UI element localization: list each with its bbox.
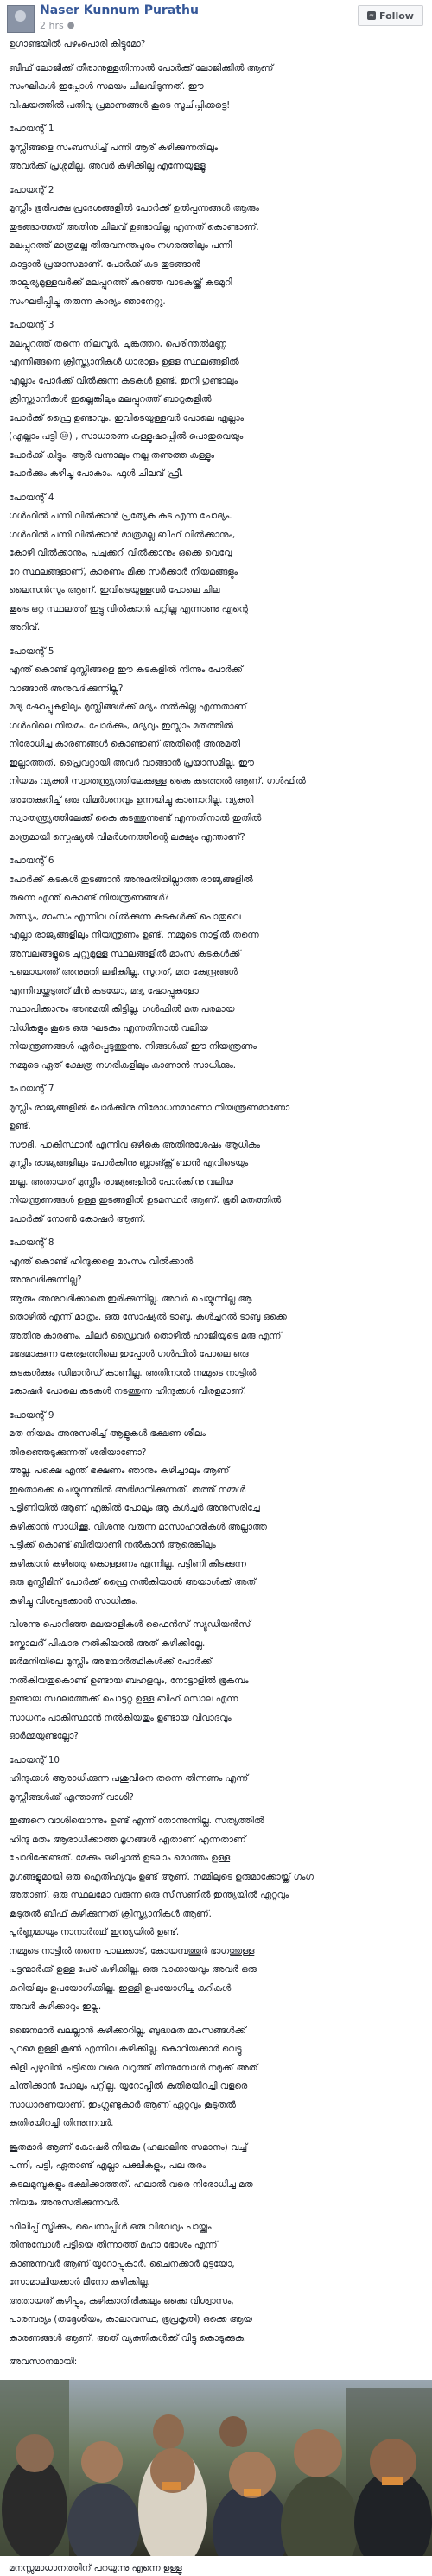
post-text-line: മദ്യ ഷോപ്പുകളിലും മുസ്ലീങ്ങള്‍ക്ക് മദ്യം നല്‍കില്ല എന്നതാണ് <box>9 702 247 712</box>
post-time[interactable]: 2 hrs <box>40 20 64 31</box>
post-text-line: വാങ്ങാന്‍ അനുവദിക്കുന്നില്ല? <box>9 683 124 694</box>
post-body <box>0 38 432 2576</box>
post-text-line: മലപ്പുറത്ത് മാത്രമല്ല തിരുവനന്തപുരം നഗരത്തിലും പന്നി <box>9 240 232 251</box>
post-text-line: മാത്രമായി സ്പെഷ്യല്‍ വിമര്‍ശനത്തിന്റെ ലക്ഷ്യം എന്താണ്? <box>9 831 245 843</box>
post-text-line: അല്ല. പക്ഷെ എന്ത് ഭക്ഷണം ഞാനും കഴിച്ചാലും ആണ് <box>9 1466 230 1476</box>
post-text-line: പൂര്‍ണ്ണമായും നാനാർത്ഥ് ഇന്ത്യയില്‍ ഉണ്ട്. <box>9 1927 180 1937</box>
post-text-line: മുസ്ലീം രാജ്യങ്ങളില്‍ പോര്‍ക്കിനു നിരോധനമാണോ നിയന്ത്രണമാണോ <box>9 1102 290 1113</box>
post-text-line: ഇതൊക്കെ ചെയ്യുന്നതില്‍ അഭിമാനിക്കുന്നത്. തത്ത് നമ്മള്‍ <box>9 1484 246 1495</box>
post-text-line: എന്ത് കൊണ്ട് ഹിന്ദുക്കളെ മാംസം വില്‍ക്കാന്‍ <box>9 1256 194 1267</box>
post-text-line: മുസ്ലീങ്ങള്‍ക്ക് എന്താണ് വാശി? <box>9 1791 134 1803</box>
post-text-line: പോയന്റ് 10 <box>9 1754 60 1765</box>
post-text-line: ചോദിക്കേണ്ടത്. മേക്കും ഒഴിച്ചാല്‍ ഉടലാം മൊത്തം ഉള്ള <box>9 1853 231 1863</box>
post-text-line: ഹിന്ദു മതം ആരാധിക്കാത്ത മൃഗങ്ങള്‍ ഏതാണ് എന്നതാണ് <box>9 1834 246 1845</box>
post-text-line: ക്രിസ്ത്യാനികള്‍ ഇല്ലെങ്കിലും മലപ്പുറത്ത് ബാറുകളില്‍ <box>9 394 212 404</box>
post-text-line: ഉണ്ടായ സ്ഥലത്തേക്ക് പൊട്ടറ്റ ഉള്ള ബീഫ് മസാല എന്ന <box>9 1694 238 1704</box>
post-text-line: തന്നെ എന്ത് കൊണ്ട് നിയന്ത്രണങ്ങള്‍? <box>9 893 169 903</box>
post-text-line: കറിയിലും ഉപയോഗിക്കില്ല. ഇള്ളി ഉപയോഗിച്ച കറികള്‍ <box>9 1982 232 1994</box>
post-text-line: ഫിലിപ്പ് സ്ട്രിക്കും, പൈനാപ്പിള്‍ ഒരു വിഭവവും പായ്ക്കും <box>9 2221 212 2232</box>
post-text-line: പോയന്റ് 6 <box>9 855 54 866</box>
post-text-line: മനസ്സമാധാനത്തിന് പറയുന്നു എന്നെ ഉള്ളൂ <box>9 2563 182 2573</box>
post-text-line: പോയന്റ് 2 <box>9 184 54 195</box>
post-text-line: ഉണ്ട്. <box>9 1121 31 1131</box>
post-text-line: ചിന്തിക്കാന്‍ പോലും പറ്റില്ല. യൂറോപ്പില്‍ കുതിരയിറച്ചി വളരെ <box>9 2081 248 2091</box>
post-text-line: അവര്‍ക്ക് പ്രശ്നമില്ല. അവര്‍ കഴിക്കില്ല എന്നേയുള്ളൂ <box>9 161 206 171</box>
post-text-line: തൊഴില്‍ എന്ന് മാത്രം. ഒരു സോഷ്യല്‍ ടാബൂ, കള്‍ച്ചറല്‍ ടാബൂ ഒക്കെ <box>9 1312 287 1322</box>
post-text-line: വിധികളും കൂടെ ഒരു ഘടകം എന്നതിനാല്‍ വലിയ <box>9 1022 208 1034</box>
post-header <box>0 0 432 38</box>
post-text-line: പുറമെ ഉള്ളി കൂണ്‍ എന്നിവ കഴിക്കില്ല. കൊറിയക്കാര്‍ വെട്ടു <box>9 2044 242 2054</box>
author-name[interactable]: Naser Kunnum Purathu <box>40 3 199 17</box>
post-text-line: നിയമം അനുസരിക്കുന്നവര്‍. <box>9 2198 121 2208</box>
post-text-line: പോര്‍ക്ക് കിട്ടും. ആര്‍ വന്നാലും നല്ല തണുത്ത കള്ളും <box>9 449 214 461</box>
post-text-line: ഉഗാണ്ടയില്‍ പഴംപൊരി കിട്ടുമോ? <box>9 39 146 49</box>
post-text-line: ജൈനമാര്‍ ഖലല്ലാന്‍ കഴിക്കാറില്ല, ബുദ്ധമത മാംസങ്ങള്‍ക്ക് <box>9 2025 246 2036</box>
post-text-line: പോര്‍ക്ക് കടകള്‍ തുടങ്ങാന്‍ അനുമതിയില്ലാത്ത രാജ്യങ്ങളില്‍ <box>9 874 253 885</box>
post-text-line: കഴിച്ചു വിശപ്പടക്കാന്‍ സാധിക്കും. <box>9 1595 138 1606</box>
post-text-line: സോമാലിയക്കാര്‍ മീനോ കഴിക്കില്ല. <box>9 2277 150 2287</box>
post-text-line: ജർമനിയിലെ മുസ്ലീം അഭയാര്‍ത്ഥികള്‍ക്ക് പോര്‍ക്ക് <box>9 1657 213 1667</box>
post-text-line: പോയന്റ് 3 <box>9 320 54 330</box>
post-text-line: പോയന്റ് 1 <box>9 124 54 134</box>
post-text-line: പന്നി, പട്ടി, ഏതാണ്ട് എല്ലാ പക്ഷികളും, പല തരം <box>9 2160 206 2171</box>
post-text-line: ജൂതമാര്‍ ആണ് കോഷര്‍ നിയമം (ഹലാലിനു സമാനം) വച്ച് <box>9 2141 248 2153</box>
post-text-line: ഒരു മുസ്ലീമിന് പോര്‍ക്ക് ഫ്രൈ നല്‍കിയാല്‍ അയാള്‍ക്ക് അത് <box>9 1577 257 1587</box>
post-text-line: മത നിയമം അനുസരിച്ച് ആളുകള്‍ ഭക്ഷണ ശീലം <box>9 1428 206 1439</box>
post-meta <box>40 20 74 31</box>
post-text-line: കാട്ടാന്‍ പ്രയാസമാണ്. പോര്‍ക്ക് കട തുടങ്ങാന്‍ <box>9 258 200 270</box>
post-text-line: പോയന്റ് 7 <box>9 1084 54 1094</box>
post-text-line: പോയന്റ് 8 <box>9 1237 54 1248</box>
post-text-line: എല്ലാ രാജ്യങ്ങളിലും നിയന്ത്രണം ഉണ്ട്. നമ്മുടെ നാട്ടില്‍ തന്നെ <box>9 930 259 940</box>
post-text-line: അമ്പലങ്ങളുടെ ചുറ്റുമുള്ള സ്ഥലങ്ങളില്‍ മാംസ കടകള്‍ക്ക് <box>9 948 241 959</box>
post-text-line: പാരമ്പര്യം (തദ്ദേശീയം, കാലാവസ്ഥ, ഭൂപ്രകൃതി) ഒക്കെ ആയ <box>9 2314 252 2325</box>
post-text-line: ഹിന്ദുക്കള്‍ ആരാധിക്കുന്ന പശുവിനെ തന്നെ തിന്നണം എന്ന് <box>9 1773 249 1784</box>
post-text-line: പട്ടന്മാര്‍ക്ക് ഉള്ള പേര് കഴിക്കില്ല. ഒരു വാക്കായവും അവര്‍ ഒരു <box>9 1964 257 1975</box>
post-text-line: എന്ത് കൊണ്ട് മുസ്ലീങ്ങളെ ഈ കടകളില്‍ നിന്നും പോര്‍ക്ക് <box>9 665 243 675</box>
post-text-line: സംഘികള്‍ ഇപ്പോള്‍ സമയം ചിലവിടുന്നത്. ഈ <box>9 81 204 92</box>
post-text-line: എല്ലാം പോര്‍ക്ക് വില്‍ക്കുന്ന കടകള്‍ ഉണ്ട്. ഇനി ഗുണ്ടാലും <box>9 375 238 386</box>
post-text-line: തിരഞ്ഞെടുക്കുന്നത് ശരിയാണോ? <box>9 1447 147 1458</box>
rss-icon: ≈ <box>367 11 376 20</box>
post-text-line: (എല്ലാം പട്ടി 😐) , സാധാരണ കള്ളുഷാപ്പില്‍ പൊതുവെയും <box>9 431 244 442</box>
post-text-line: മത്സ്യം, മാംസം എന്നിവ വില്‍ക്കുന്ന കടകള്‍ക്ക് പൊതുവെ <box>9 911 241 922</box>
post-text-line: മുസ്ലീം രാജ്യങ്ങളിലും പോര്‍ക്കിനു ബ്ലാങ്ക്റ്റ് ബാന്‍ എവിടെയും <box>9 1158 249 1168</box>
post-photo[interactable] <box>0 2380 432 2556</box>
post-text-line: അതിനു കാരണം. ചിലര്‍ ഡ്രൈവര്‍ തൊഴില്‍ ഹാജിയുടെ മരു എന്ന് <box>9 1330 282 1341</box>
post-text-line: പട്ടിക്ക് കൊണ്ട് ബിരിയാണി നല്‍കാന്‍ ആരെങ്കിലും <box>9 1540 216 1550</box>
post-text-line: സൗദി, പാകിസ്ഥാന്‍ എന്നിവ ഒഴികെ അതിനുശേഷം ആധികം <box>9 1139 261 1150</box>
post-text-line: അതാണ്. ഒരു സ്ഥലമോ വരുന്ന ഒരു സീസണില്‍ ഇന്ത്യയില്‍ ഏറ്റവും <box>9 1890 289 1900</box>
post-text-line: കടലമുമ്പൂകളും ഭക്ഷിക്കാത്തത്. ഹലാല്‍ വരെ നിരോധിച്ച മത <box>9 2178 253 2190</box>
post-text-line: ഇങ്ങനെ വാശിയൊന്നും ഉണ്ട് എന്ന് തോന്നുന്നില്ല. സത്യത്തില്‍ <box>9 1816 264 1826</box>
post-text-line: തുടങ്ങാത്തത് അതിനു ചിലവ് ഉണ്ടാവില്ല എന്നത് കൊണ്ടാണ്. <box>9 221 259 232</box>
post-text-line: കിളി പുഴുവിന്‍ ചട്ടിയെ വരെ വറുത്ത് തിന്നുമ്പോള്‍ നമുക്ക് അത് <box>9 2062 258 2073</box>
post-text-line: എന്നിങ്ങനെ ക്രിസ്ത്യാനികള്‍ ധാരാളം ഉള്ള സ്ഥലങ്ങളില്‍ <box>9 357 239 367</box>
post-text-line: നല്‍കിയതുകൊണ്ട് ഉണ്ടായ ബഹളവും, നോട്ടാളില്‍ ഭൂകമ്പം <box>9 1675 249 1686</box>
follow-button[interactable] <box>358 5 423 26</box>
post-text-line: തിന്നുമ്പോള്‍ പട്ടിയെ തിന്നാത്ത് മഹാ ഭോശം എന്ന് <box>9 2240 218 2250</box>
post-text-line: എന്നിവയ്ക്കടുത്ത് മീന്‍ കടയോ, മദ്യ ഷോപ്പുകളോ <box>9 985 199 996</box>
post-text-line: പോര്‍ക്കും കഴിച്ചു പോകാം. ഫുള്‍ ചിലവ് ഫ്രീ. <box>9 468 184 479</box>
post-text-line: നിയന്ത്രണങ്ങള്‍ ഏര്‍പ്പെടുത്തുന്നു. നിങ്ങള്‍ക്ക് ഈ നിയന്ത്രണം <box>9 1041 257 1052</box>
post-text-line: സ്ഥാപിക്കാനും അനുമതി കിട്ടില്ല. ഗള്‍ഫില്‍ മത പരമായ <box>9 1004 235 1014</box>
post-text-line: പോര്‍ക്ക് നോണ്‍ കോഷര്‍ ആണ്. <box>9 1213 146 1224</box>
post-text-line: അവസാനമായി: <box>9 2357 78 2367</box>
post-text-line: സ്കോലർ്‍ പിഷാര നല്‍കിയാല്‍ അത് കഴിക്കില്ലേ. <box>9 1638 206 1649</box>
post-text-line: ഗള്‍ഫിലെ നിയമം. പോര്‍ക്കും, മദ്യവും ഇസ്ലാം മതത്തില്‍ <box>9 720 233 731</box>
post-text-line: ബീഫ് ലോജിക്ക് തീരാനുള്ളതിന്നാല്‍ പോര്‍ക്ക് ലോജിക്കില്‍ ആണ് <box>9 62 274 73</box>
post-text-line: പട്ടിണിയില്‍ ആണ് എങ്കില്‍ പോലും ആ കൾച്ചർ അനുസരിച്ചേ <box>9 1503 260 1513</box>
post-text-line: കടകള്‍ക്കും ഡിമാന്‍ഡ് കാണില്ല. അതിനാല്‍ നമ്മുടെ നാട്ടില്‍ <box>9 1367 257 1378</box>
post-text-line: നിയമം വ്യക്തി സ്വാതന്ത്ര്യത്തിലേക്കുള്ള കൈ കടത്തല്‍ ആണ്. ഗള്‍ഫില്‍ <box>9 776 306 786</box>
post-text-line: ഇല്ലാത്തത്. പ്രൈവറ്റായി അവര്‍ വാങ്ങാന്‍ പ്രയാസമില്ല. ഈ <box>9 757 254 768</box>
post-text-line: കഴിക്കാന്‍ കഴിഞ്ഞു കൊള്ളണം എന്നില്ല. പട്ടിണി കിടക്കുന്ന <box>9 1558 246 1569</box>
post-text-line: കൂടുതല്‍ ബീഫ് കഴിക്കുന്നത് ക്രിസ്ത്യാനികള്‍ ആണ്. <box>9 1908 212 1919</box>
post-text-line: അനുവദിക്കുന്നില്ല? <box>9 1275 82 1285</box>
follow-label: Follow <box>379 10 414 22</box>
post-text-line: നമ്മുടെ നാട്ടില്‍ തന്നെ പാലക്കാട്, കോയമ്പത്തൂര്‍ ഭാഗത്തുള്ള <box>9 1945 255 1956</box>
post-text-line: വിഷയത്തില്‍ പതിവു പ്രമാണങ്ങള്‍ കൂടെ സൂചിപ്പിക്കട്ടെ! <box>9 99 231 111</box>
avatar[interactable] <box>7 5 35 33</box>
post-text-line: മലപ്പുറത്ത് തന്നെ നിലമ്പൂര്‍, ചുങ്കത്തറ, പെരിന്തല്‍മണ്ണ <box>9 338 226 349</box>
post-text-line: അവര്‍ കഴിക്കാറും ഇല്ല. <box>9 2001 102 2012</box>
post-text-line: ഗള്‍ഫില്‍ പന്നി വില്‍ക്കാന്‍ മാത്രമല്ല ബീഫ് വില്‍ക്കാനും, <box>9 529 236 540</box>
post-text-line: കൂടെ ഒറ്റ സ്ഥലത്ത് ഇട്ടു വില്‍ക്കാന്‍ പറ്റില്ല എന്നാണു എന്റെ <box>9 603 248 614</box>
post-text-line: കോഷര്‍ പോലെ കടകള്‍ നടത്തുന്ന ഹിന്ദുക്കള്‍ വിരളമാണ്. <box>9 1386 247 1396</box>
post-text-line: സംഘടിപ്പിച്ചു തരുന്ന കാര്യം ഞാനേറ്റു. <box>9 296 166 307</box>
post-text-line: ലൈസന്‍സും ആണ്. ഇവിടെയുള്ളവര്‍ പോലെ ചില <box>9 585 220 595</box>
post-text-line: കാണുന്നവര്‍ ആണ് യൂറോപ്പുകാര്‍. ചൈനക്കാര്‍ മുട്ടയോ, <box>9 2258 235 2269</box>
post-text-line: പോയന്റ് 5 <box>9 646 54 657</box>
post-text-line: കുതിരയിറച്ചി തിന്നുന്നവര്‍. <box>9 2118 114 2128</box>
post-text-line: സാധനം പാകിസ്ഥാന്‍ നല്‍കിയതും ഉണ്ടായ വിവാദവും <box>9 1712 232 1723</box>
post-text-line: പഞ്ചായത്ത് അനുമതി ലഭിക്കില്ല. സൂറത്, മത കേന്ദ്രങ്ങള്‍ <box>9 967 238 977</box>
post-text-line: ആരും അനുവദിക്കാതെ ഇരിക്കുന്നില്ല. അവര്‍ ചെയ്യുന്നില്ല ആ <box>9 1293 252 1304</box>
post-text-line: അതേക്കുറിച്ച് ഒരു വിമര്‍ശനവും ഉന്നയിച്ചു കാണാറില്ല. വ്യക്തി <box>9 794 254 805</box>
post-text-line: ഭേദമാക്കുന്ന കേരളത്തിലെ ഇപ്പോള്‍ ഗള്‍ഫില്‍ പോലെ ഒരു <box>9 1349 249 1359</box>
post-text-line: അറിവ്. <box>9 622 41 633</box>
post-text-line: മുസ്ലീം ഭൂരിപക്ഷ പ്രദേശങ്ങളില്‍ പോര്‍ക്ക് ഉല്‍പ്പന്നങ്ങള്‍ ആരും <box>9 203 259 213</box>
post-text-line: കാരണങ്ങള്‍ ആണ്. അത് വ്യക്തികള്‍ക്ക് വിട്ടു കൊടുക്കുക. <box>9 2332 247 2344</box>
post-text-line: ഇല്ല. അതായത് മുസ്ലീം രാജ്യങ്ങളില്‍ പോര്‍ക്കിനു വലിയ <box>9 1176 233 1187</box>
post-text-line: റേ സ്ഥലങ്ങളാണ്, കാരണം മിക്ക സര്‍ക്കാര്‍ നിയമങ്ങളും <box>9 566 238 577</box>
post-text-line: കഴിക്കാന്‍ സാധിക്കൂ. വിശന്നു വരുന്ന മാസാഹാരികള്‍ അല്ലാത്ത <box>9 1521 267 1532</box>
post-text-line: ഓര്‍മ്മയുണ്ടല്ലോ? <box>9 1731 79 1741</box>
post-text-line: നിയന്ത്രണങ്ങള്‍ ഉള്ള ഇടങ്ങളില്‍ ഉടമസ്ഥര്‍ ആണ്. ഭൂരി മതത്തില്‍ <box>9 1195 282 1205</box>
post-text-line: ഗള്‍ഫില്‍ പന്നി വില്‍ക്കാന്‍ പ്രത്യേക കട എന്ന ചോദ്യം. <box>9 511 232 521</box>
post-text-line: താല്പര്യമുള്ളവര്‍ക്ക് മലപ്പുറത്ത് കുറഞ്ഞ വാടകയ്ക്ക് കടമുറി <box>9 277 232 288</box>
post-text-line: സാധാരണയാണ്. ഇംഗ്ലണ്ടുകാര്‍ ആണ് ഏറ്റവും കൂടുതല്‍ <box>9 2099 236 2110</box>
post-text-line: പോര്‍ക്ക് ഫ്രൈ ഉണ്ടാവും. ഇവിടെയുള്ളവര്‍ പോലെ എല്ലാം <box>9 412 244 423</box>
group-photo-image <box>0 2380 432 2556</box>
post-text-line: വിശന്നു പൊറിഞ്ഞ മലയാളികള്‍ ഫൈന്‍സ് സ്യൂഡിയന്‍സ് <box>9 1619 251 1630</box>
post-text-line: പോയന്റ് 4 <box>9 492 54 503</box>
post-text-line: പോയന്റ് 9 <box>9 1409 54 1421</box>
post-text-line: സ്വാതന്ത്ര്യത്തിലേക്ക് കൈ കടത്തുന്നുണ്ട് എന്നതിനാല്‍ ഇതിൽ <box>9 813 262 824</box>
post-text-line: അതായത് കഴിപ്പും, കഴിക്കാതിരിക്കലും ഒക്കെ വിശ്വാസം, <box>9 2295 234 2306</box>
post-text-line: മുസ്ലീങ്ങളെ സംബന്ധിച്ച് പന്നി ആര് കഴിക്കുന്നതിലും <box>9 142 219 153</box>
post-text-line: നമ്മുടെ ഏത് ക്ഷേത്ര നഗരികളിലും കാണാന്‍ സാധിക്കും. <box>9 1059 237 1071</box>
post-text-line: മൃഗങ്ങളുമായി ഒരു ഐതിഹ്യവും ഉണ്ട് ആണ്. നമ്മിലുടെ ഉരുമാക്കോയ്ക്ക് ഗംഗ <box>9 1871 314 1882</box>
post-text-line: കോഴി വില്‍ക്കാനും, പച്ചക്കറി വില്‍ക്കാനും ഒക്കെ വെവ്വേ <box>9 548 232 558</box>
globe-icon: ● <box>67 21 75 30</box>
post-text-line: നിരോധിച്ച കാരണങ്ങള്‍ കൊണ്ടാണ് അതിന്റെ അനുമതി <box>9 739 240 749</box>
